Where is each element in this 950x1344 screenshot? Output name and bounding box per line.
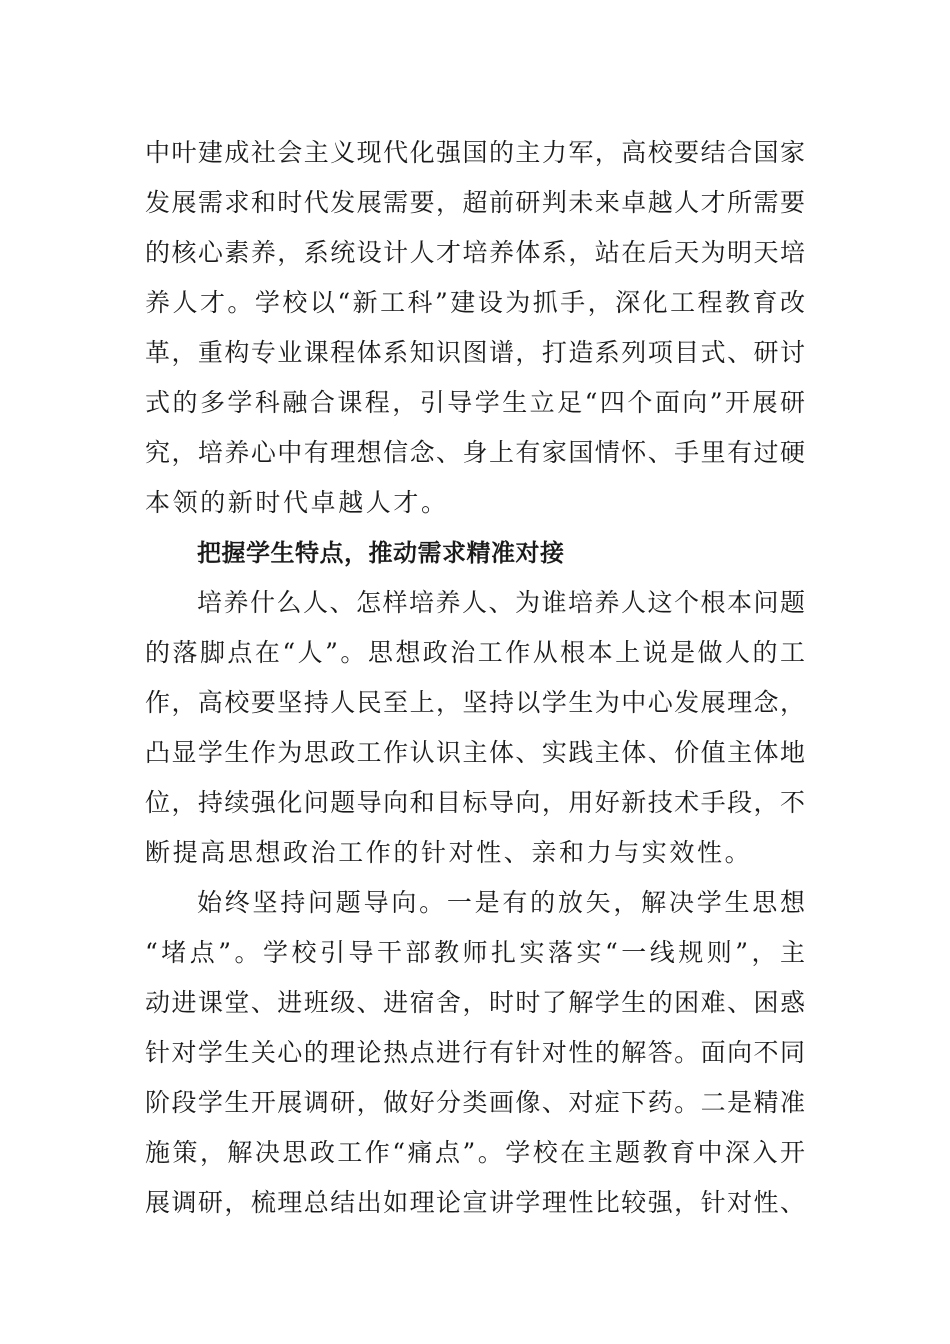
text-line: 位，持续强化问题导向和目标导向，用好新技术手段，不 bbox=[145, 788, 805, 817]
paragraph-2 bbox=[145, 578, 805, 878]
text-line: 究，培养心中有理想信念、身上有家国情怀、手里有过硬 bbox=[145, 438, 805, 467]
text-line: 革，重构专业课程体系知识图谱，打造系列项目式、研讨 bbox=[145, 338, 805, 367]
text-line: 培养什么人、怎样培养人、为谁培养人这个根本问题 bbox=[197, 588, 805, 617]
text-line: 施策，解决思政工作“痛点”。学校在主题教育中深入开 bbox=[145, 1138, 805, 1167]
text-line: 发展需求和时代发展需要，超前研判未来卓越人才所需要 bbox=[145, 188, 805, 217]
text-line: 中叶建成社会主义现代化强国的主力军，高校要结合国家 bbox=[145, 138, 805, 167]
text-line: 展调研，梳理总结出如理论宣讲学理性比较强，针对性、 bbox=[145, 1188, 805, 1217]
text-line: 的落脚点在“人”。思想政治工作从根本上说是做人的工 bbox=[145, 638, 805, 667]
text-line: 的核心素养，系统设计人才培养体系，站在后天为明天培 bbox=[145, 238, 805, 267]
paragraph-1 bbox=[145, 128, 805, 528]
text-line: 本领的新时代卓越人才。 bbox=[145, 488, 449, 517]
text-line: 阶段学生开展调研，做好分类画像、对症下药。二是精准 bbox=[145, 1088, 805, 1117]
text-line: 始终坚持问题导向。一是有的放矢，解决学生思想 bbox=[197, 888, 805, 917]
text-line: 式的多学科融合课程，引导学生立足“四个面向”开展研 bbox=[145, 388, 805, 417]
text-line: 针对学生关心的理论热点进行有针对性的解答。面向不同 bbox=[145, 1038, 805, 1067]
text-line: 断提高思想政治工作的针对性、亲和力与实效性。 bbox=[145, 838, 753, 867]
text-line: 养人才。学校以“新工科”建设为抓手，深化工程教育改 bbox=[145, 288, 805, 317]
text-line: 作，高校要坚持人民至上，坚持以学生为中心发展理念， bbox=[145, 688, 805, 717]
text-line: 动进课堂、进班级、进宿舍，时时了解学生的困难、困惑 bbox=[145, 988, 805, 1017]
section-heading: 把握学生特点，推动需求精准对接 bbox=[197, 539, 565, 567]
text-line: 凸显学生作为思政工作认识主体、实践主体、价值主体地 bbox=[145, 738, 805, 767]
text-line: “堵点”。学校引导干部教师扎实落实“一线规则”，主 bbox=[145, 938, 805, 967]
document-body bbox=[145, 128, 805, 1228]
paragraph-3 bbox=[145, 878, 805, 1228]
